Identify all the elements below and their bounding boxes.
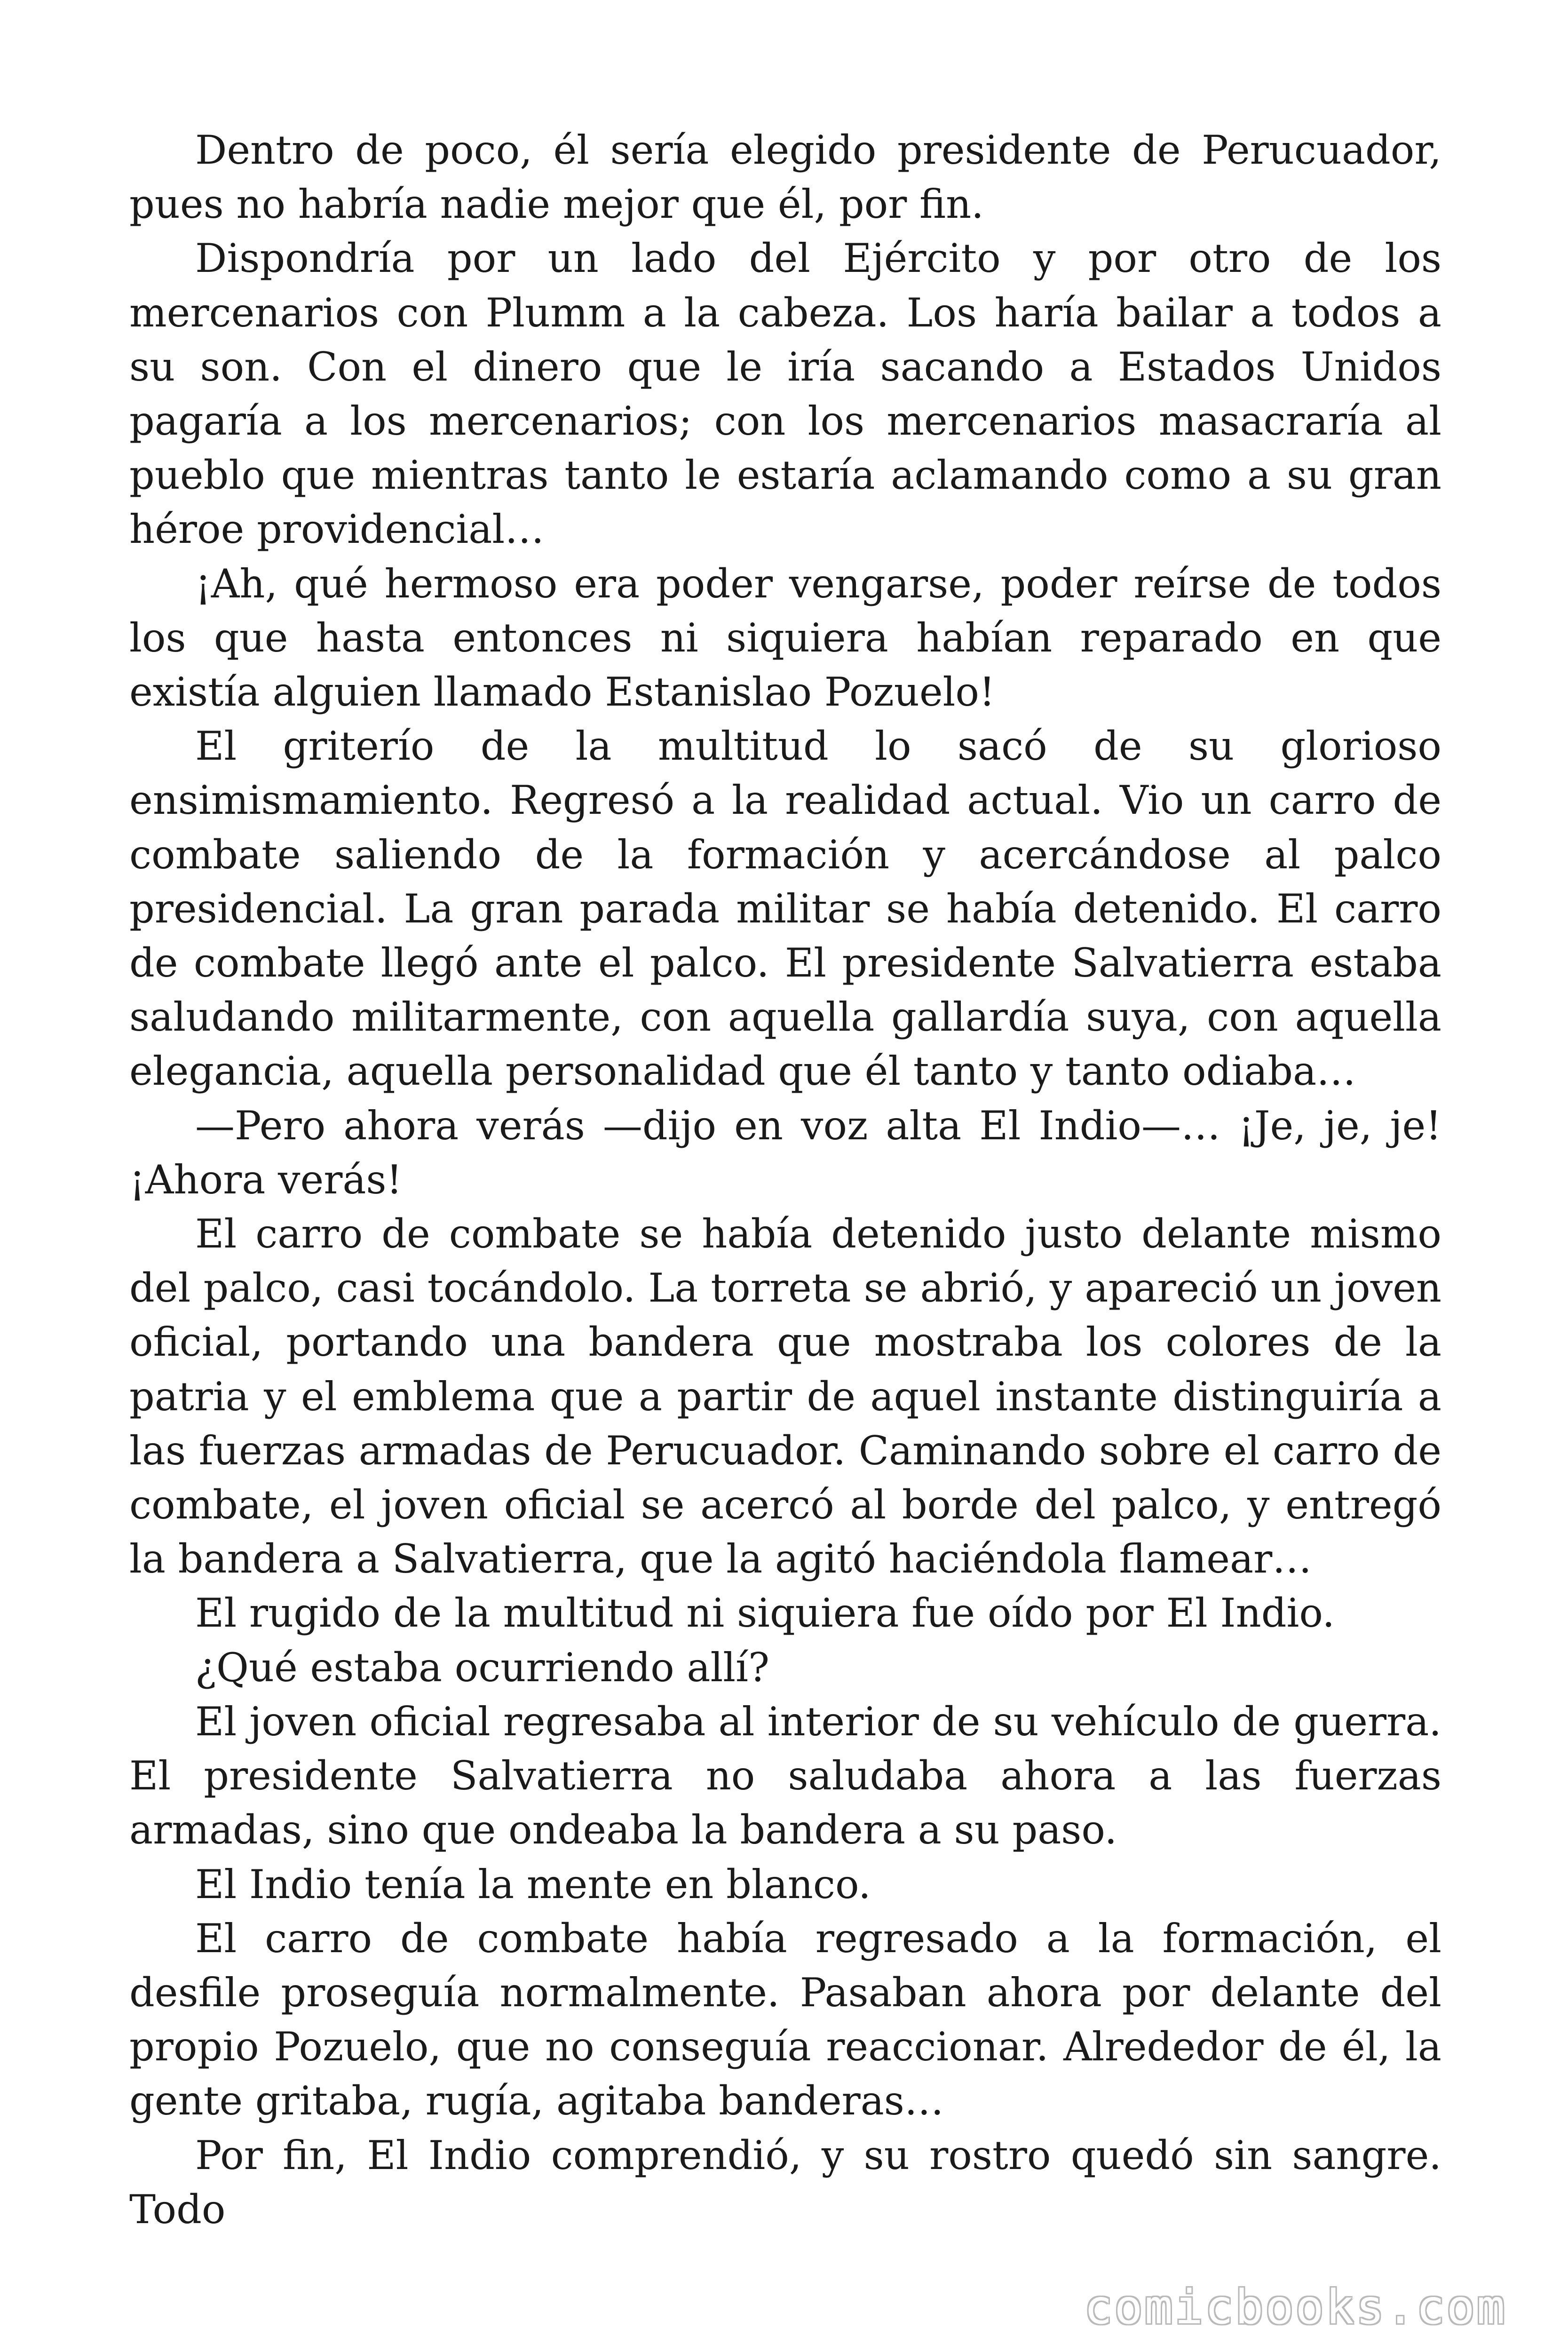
paragraph: Por fin, El Indio comprendió, y su rostro quedó sin sangre. Todo xyxy=(129,2132,1441,2233)
paragraph: El rugido de la multitud ni siquiera fue oído por El Indio. xyxy=(195,1590,1335,1637)
paragraph: El Indio tenía la mente en blanco. xyxy=(195,1861,871,1907)
paragraph: ¡Ah, qué hermoso era poder vengarse, poder reírse de todos los que hasta entonces ni siquiera habían reparado en que existía alguien llamado Estanislao Pozuelo! xyxy=(129,560,1441,715)
paragraph: El joven oficial regresaba al interior de su vehículo de guerra. El presidente Salvatierra no saludaba ahora a las fuerzas armadas, sino que ondeaba la bandera a su paso. xyxy=(129,1698,1441,1853)
page-body-text xyxy=(129,123,1441,2237)
paragraph: El carro de combate había regresado a la formación, el desfile proseguía normalmente. Pasaban ahora por delante del propio Pozuelo, que no conseguía reaccionar. Alrededor de él, la gente gritaba, rugía, agitaba banderas… xyxy=(129,1915,1441,2124)
watermark-text: comicbooks.com xyxy=(1084,2280,1507,2335)
paragraph: —Pero ahora verás —dijo en voz alta El Indio—… ¡Je, je, je! ¡Ahora verás! xyxy=(129,1102,1441,1203)
paragraph: Dentro de poco, él sería elegido presidente de Perucuador, pues no habría nadie mejor que él, por fin. xyxy=(129,127,1441,228)
paragraph: Dispondría por un lado del Ejército y por otro de los mercenarios con Plumm a la cabeza. Los haría bailar a todos a su son. Con el dinero que le iría sacando a Estados Unidos pagaría a los mercenarios; con los mercenarios masacraría al pueblo que mientras tanto le estaría aclamando como a su gran héroe providencial… xyxy=(129,235,1441,553)
paragraph: ¿Qué estaba ocurriendo allí? xyxy=(195,1644,770,1691)
paragraph: El carro de combate se había detenido justo delante mismo del palco, casi tocándolo. La torreta se abrió, y apareció un joven oficial, portando una bandera que mostraba los colores de la patria y el emblema que a partir de aquel instante distinguiría a las fuerzas armadas de Perucuador. Caminando sobre el carro de combate, el joven oficial se acercó al borde del palco, y entregó la bandera a Salvatierra, que la agitó haciéndola flamear… xyxy=(129,1211,1441,1582)
paragraph: El griterío de la multitud lo sacó de su glorioso ensimismamiento. Regresó a la realidad actual. Vio un carro de combate saliendo de la formación y acercándose al palco presidencial. La gran parada militar se había detenido. El carro de combate llegó ante el palco. El presidente Salvatierra estaba saludando militarmente, con aquella gallardía suya, con aquella elegancia, aquella personalidad que él tanto y tanto odiaba… xyxy=(129,723,1441,1095)
